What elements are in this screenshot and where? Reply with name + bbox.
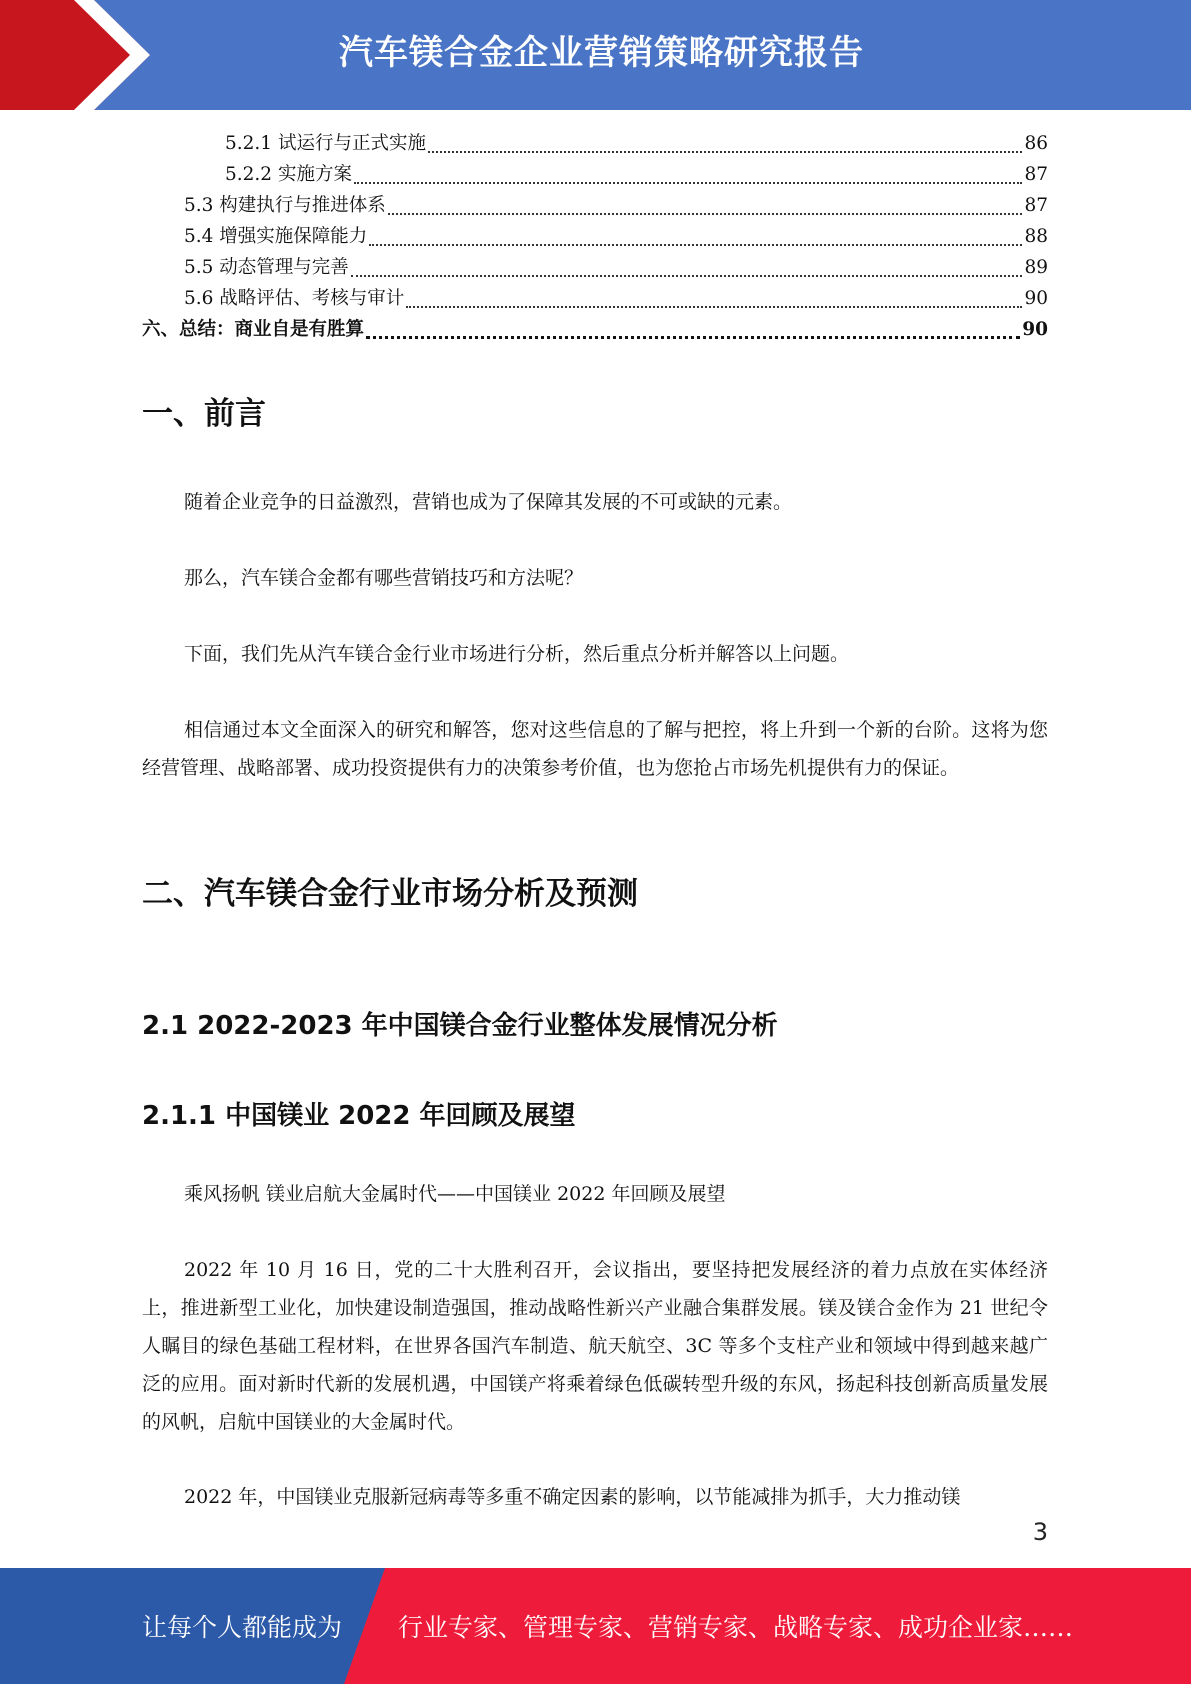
toc-entry-label: 5.2.1 试运行与正式实施 — [225, 133, 426, 154]
toc-entry[interactable] — [142, 252, 1048, 283]
toc-entry[interactable] — [142, 159, 1048, 190]
header-banner — [0, 0, 1191, 110]
toc-entry-page: 87 — [1024, 195, 1048, 216]
paragraph: 下面，我们先从汽车镁合金行业市场进行分析，然后重点分析并解答以上问题。 — [184, 643, 850, 665]
paragraph: 乘风扬帆 镁业启航大金属时代——中国镁业 2022 年回顾及展望 — [184, 1183, 726, 1205]
paragraph: 相信通过本文全面深入的研究和解答，您对这些信息的了解与把控，将上升到一个新的台阶。这将为您经营管理、战略部署、成功投资提供有力的决策参考价值，也为您抢占市场先机提供有力的保证。 — [142, 719, 1048, 779]
toc-entry-label: 六、总结：商业自是有胜算 — [142, 319, 365, 340]
toc-leader-dots — [406, 306, 1022, 308]
toc-entry[interactable] — [142, 283, 1048, 314]
footer-banner — [0, 1568, 1191, 1684]
page-number: 3 — [1032, 1518, 1048, 1546]
toc-entry-label: 5.5 动态管理与完善 — [184, 257, 349, 278]
toc-entry-label: 5.4 增强实施保障能力 — [184, 226, 368, 247]
toc-entry-page: 87 — [1024, 164, 1048, 185]
paragraph: 2022 年，中国镁业克服新冠病毒等多重不确定因素的影响，以节能减排为抓手，大力推动镁 — [184, 1486, 961, 1508]
toc-entry-page: 89 — [1024, 257, 1048, 278]
toc-entry-label: 5.2.2 实施方案 — [225, 164, 352, 185]
heading-2-1: 2.1 2022-2023 年中国镁合金行业整体发展情况分析 — [142, 1011, 778, 1041]
heading-preface: 一、前言 — [142, 396, 266, 432]
toc-entry-page: 88 — [1024, 226, 1048, 247]
toc-entry[interactable] — [142, 128, 1048, 159]
toc-leader-dots — [366, 336, 1020, 339]
report-title: 汽车镁合金企业营销策略研究报告 — [339, 33, 864, 73]
heading-2-1-1: 2.1.1 中国镁业 2022 年回顾及展望 — [142, 1101, 576, 1131]
footer-slogan-left: 让每个人都能成为 — [142, 1613, 343, 1642]
footer-slogan-right: 行业专家、管理专家、营销专家、战略专家、成功企业家…… — [398, 1613, 1074, 1642]
paragraph: 2022 年 10 月 16 日，党的二十大胜利召开，会议指出，要坚持把发展经济的着力点放在实体经济上，推进新型工业化，加快建设制造强国，推动战略性新兴产业融合集群发展。镁及镁合金作为 21 世纪令人瞩目的绿色基础工程材料，在世界各国汽车制造、航天航空、3C 等多个支柱产业和领域中得到越来越广泛的应用。面对新时代新的发展机遇，中国镁产将乘着绿色低碳转型升级的东风，扬起科技创新高质量发展的风帆，启航中国镁业的大金属时代。 — [142, 1259, 1048, 1433]
toc-entry-label: 5.3 构建执行与推进体系 — [184, 195, 386, 216]
toc-entry[interactable] — [142, 221, 1048, 252]
heading-market-analysis: 二、汽车镁合金行业市场分析及预测 — [142, 876, 638, 912]
toc-entry-page: 90 — [1024, 288, 1048, 309]
toc-leader-dots — [351, 275, 1023, 277]
toc-entry-page: 86 — [1024, 133, 1048, 154]
table-of-contents — [142, 128, 1048, 345]
toc-entry-page: 90 — [1022, 319, 1048, 340]
toc-entry[interactable] — [142, 314, 1048, 345]
toc-leader-dots — [388, 213, 1023, 215]
toc-leader-dots — [354, 182, 1023, 184]
toc-entry-label: 5.6 战略评估、考核与审计 — [184, 288, 405, 309]
paragraph: 那么，汽车镁合金都有哪些营销技巧和方法呢？ — [184, 567, 584, 589]
paragraph: 随着企业竞争的日益激烈，营销也成为了保障其发展的不可或缺的元素。 — [184, 491, 793, 513]
toc-leader-dots — [369, 244, 1022, 246]
toc-entry[interactable] — [142, 190, 1048, 221]
toc-leader-dots — [428, 151, 1022, 153]
